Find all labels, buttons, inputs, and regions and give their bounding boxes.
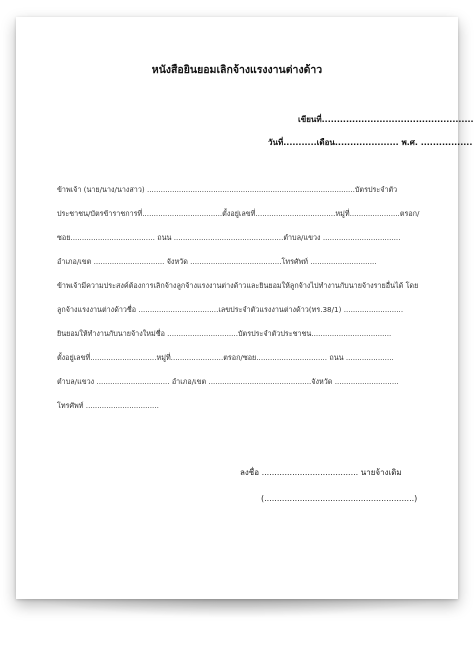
form-line-id-address: ประชาชน/บัตรข้าราชการที่...................................ตั้งอยู่เลขที่...................................หมู่ที่......................ตรอก/ bbox=[57, 209, 420, 218]
form-line-new-phone: โทรศัพท์ ................................ bbox=[57, 401, 159, 410]
signature-line: ลงชื่อ ...................................... นายจ้างเดิม bbox=[240, 468, 402, 477]
form-line-district-phone: อำเภอ/เขต ............................... จังหวัด ........................................โทรศัพท์ ............................. bbox=[57, 257, 377, 266]
form-line-new-address: ตั้งอยู่เลขที่.............................หมู่ที่.......................ตรอก/ซอย............................... ถนน ..................... bbox=[57, 353, 394, 362]
written-at-line: เขียนที่.................................................. bbox=[298, 115, 474, 124]
document-paper bbox=[16, 17, 474, 599]
form-line-name: ข้าพเจ้า (นาย/นาง/นางสาว) ...........................................................................................บัตรประจำตัว bbox=[57, 185, 398, 194]
form-line-intent: ข้าพเจ้ามีความประสงค์ต้องการเลิกจ้างลูกจ้างแรงงานต่างด้าวและยินยอมให้ลูกจ้างไปทำงานกับนายจ้างรายอื่นได้ โดย bbox=[57, 281, 419, 290]
form-line-soi-road: ซอย..................................... ถนน ................................................ตำบล/แขวง .................................. bbox=[57, 233, 401, 242]
date-line: วันที่...........เดือน..................... พ.ศ. ................. bbox=[268, 138, 473, 147]
form-line-new-employer: ยินยอมให้ทำงานกับนายจ้างใหม่ชื่อ ...............................บัตรประจำตัวประชาชน................................... bbox=[57, 329, 392, 338]
form-line-worker: ลูกจ้างแรงงานต่างด้าวชื่อ ...................................เลขประจำตัวแรงงานต่างด้าว(ทร.38/1) .......................... bbox=[57, 305, 404, 314]
document-title: หนังสือยินยอมเลิกจ้างแรงงานต่างด้าว bbox=[151, 64, 323, 76]
signature-name-line: (...........................................................) bbox=[261, 494, 418, 503]
form-line-new-district: ตำบล/แขวง ................................ อำเภอ/เขต .............................................จังหวัด ............................ bbox=[57, 377, 399, 386]
